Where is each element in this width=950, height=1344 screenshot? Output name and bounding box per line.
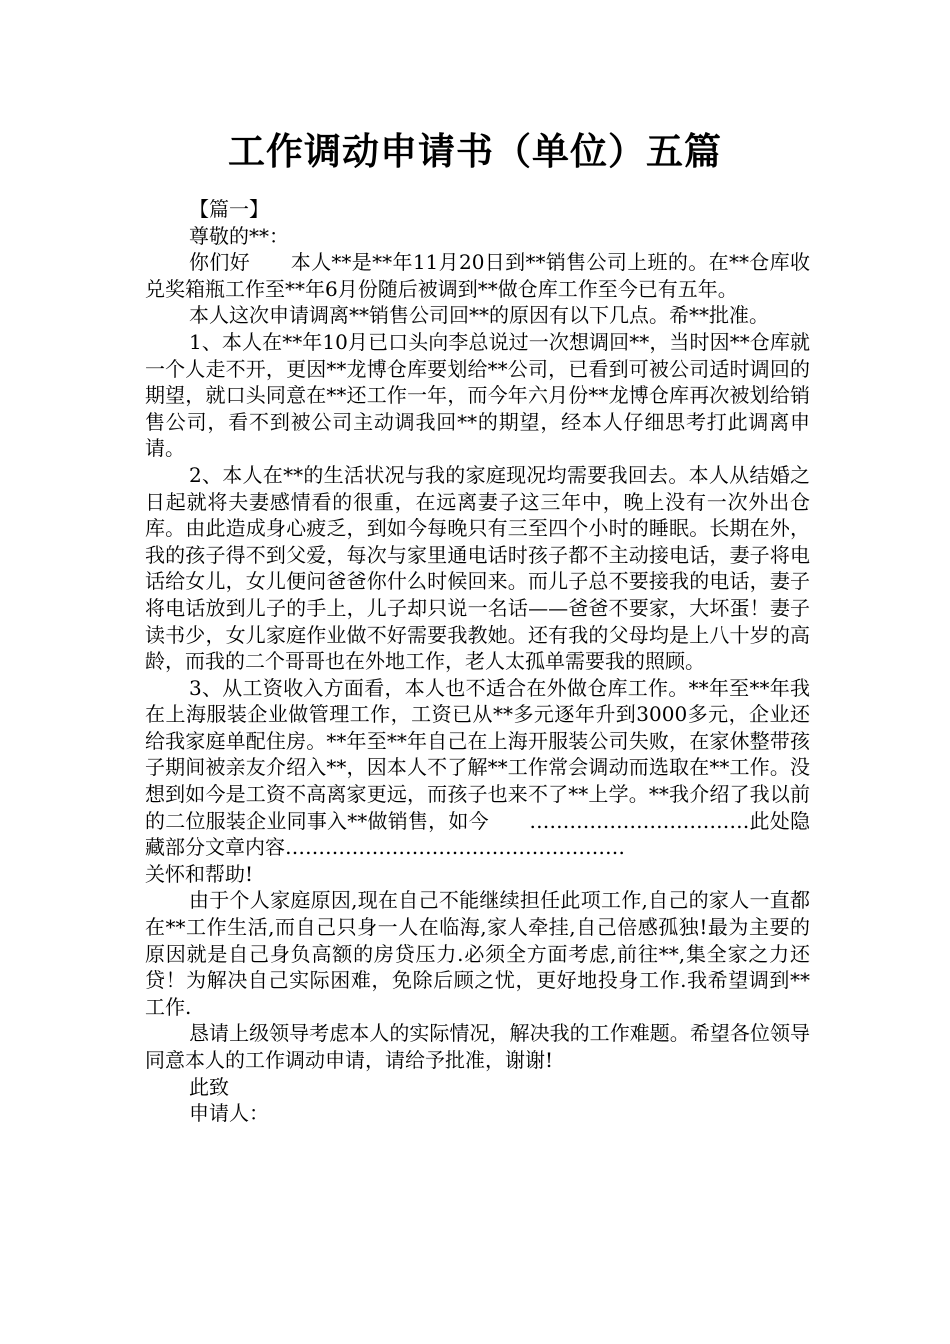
paragraph-reasons: 本人这次申请调离**销售公司回**的原因有以下几点。希**批准。 xyxy=(189,303,769,328)
paragraph-reason-1: 1、本人在**年10月已口头向李总说过一次想调回**，当时因**仓库就一个人走不开，更因**龙博仓库要划给**公司，已看到可被公司适时调回的期望，就口头同意在**还工作一年，而今年六月份**龙博仓库再次被划给销售公司，看不到被公司主动调我回**的期望，经本人仔细思考打此调离申请。 xyxy=(145,329,810,461)
paragraph-care: 关怀和帮助! xyxy=(145,861,254,886)
paragraph-reason-2: 2、本人在**的生活状况与我的家庭现况均需要我回去。本人从结婚之日起就将夫妻感情看的很重，在远离妻子这三年中，晚上没有一次外出仓库。由此造成身心疲乏，到如今每晚只有三至四个小时的睡眠。长期在外，我的孩子得不到父爱，每次与家里通电话时孩子都不主动接电话，妻子将电话给女儿，女儿便问爸爸你什么时候回来。而儿子总不要接我的电话，妻子将电话放到儿子的手上，儿子却只说一名话——爸爸不要家，大坏蛋！妻子读书少，女儿家庭作业做不好需要我教她。还有我的父母均是上八十岁的高龄，而我的二个哥哥也在外地工作，老人太孤单需要我的照顾。 xyxy=(145,462,810,674)
paragraph-request: 恳请上级领导考虑本人的实际情况，解决我的工作难题。希望各位领导同意本人的工作调动申请，请给予批准，谢谢! xyxy=(145,1021,810,1072)
paragraph-family-reason: 由于个人家庭原因,现在自己不能继续担任此项工作,自己的家人一直都在**工作生活,而自己只身一人在临海,家人牵挂,自己倍感孤独!最为主要的原因就是自己身负高额的房贷压力.必须全方面考虑,前往**,集全家之力还贷！为解决自己实际困难，免除后顾之忧，更好地投身工作.我希望调到**工作. xyxy=(145,888,810,1019)
document-title: 工作调动申请书（单位）五篇 xyxy=(228,130,722,173)
paragraph-reason-3: 3、从工资收入方面看，本人也不适合在外做仓库工作。**年至**年我在上海服装企业做管理工作，工资已从**多元逐年升到3000多元，企业还给我家庭单配住房。**年至**年自己在上海开服装公司失败，在家休整带孩子期间被亲友介绍入**，因本人不了解**工作常会调动而选取在**工作。没想到如今是工资不高离家更远，而孩子也来不了**上学。**我介绍了我以前的二位服装企业同事入**做销售，如今 ……………………………此处隐藏部分文章内容…………………………………………… xyxy=(145,675,810,860)
applicant-label: 申请人： xyxy=(189,1101,269,1126)
closing: 此致 xyxy=(189,1074,229,1099)
salutation: 尊敬的**： xyxy=(189,223,289,248)
document-body xyxy=(145,196,810,1127)
paragraph-intro: 你们好 本人**是**年11月20日到**销售公司上班的。在**仓库收兑奖箱瓶工作至**年6月份随后被调到**做仓库工作至今已有五年。 xyxy=(145,250,810,301)
section-heading: 【篇一】 xyxy=(189,197,269,221)
